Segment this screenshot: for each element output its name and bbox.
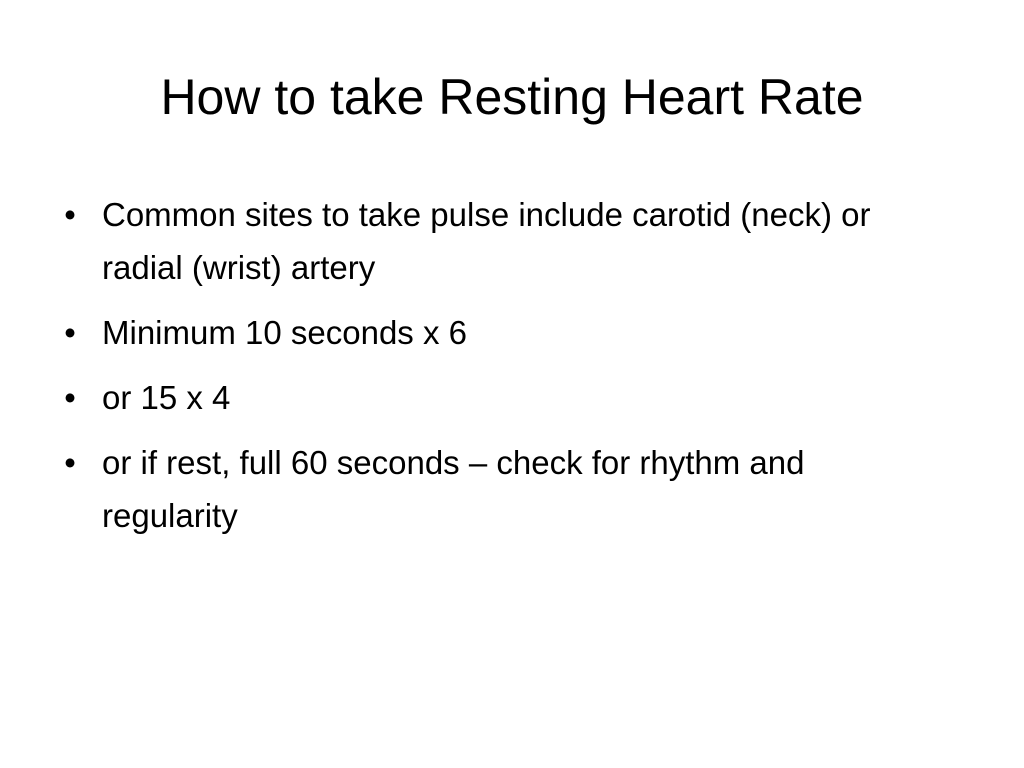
bullet-item-1 [60, 188, 940, 294]
bullet-list [60, 188, 940, 554]
bullet-text: or 15 x 4 [102, 379, 231, 416]
bullet-item-2 [60, 306, 940, 359]
bullet-text: Minimum 10 seconds x 6 [102, 314, 467, 351]
bullet-text: Common sites to take pulse include carotid (neck) or radial (wrist) artery [102, 196, 871, 286]
bullet-dot-icon: • [64, 196, 76, 233]
bullet-item-4 [60, 436, 940, 542]
bullet-dot-icon: • [64, 379, 76, 416]
bullet-dot-icon: • [64, 314, 76, 351]
bullet-item-3 [60, 371, 940, 424]
bullet-text: or if rest, full 60 seconds – check for rhythm and regularity [102, 444, 805, 534]
slide-title: How to take Resting Heart Rate [160, 69, 864, 125]
bullet-dot-icon: • [64, 444, 76, 481]
